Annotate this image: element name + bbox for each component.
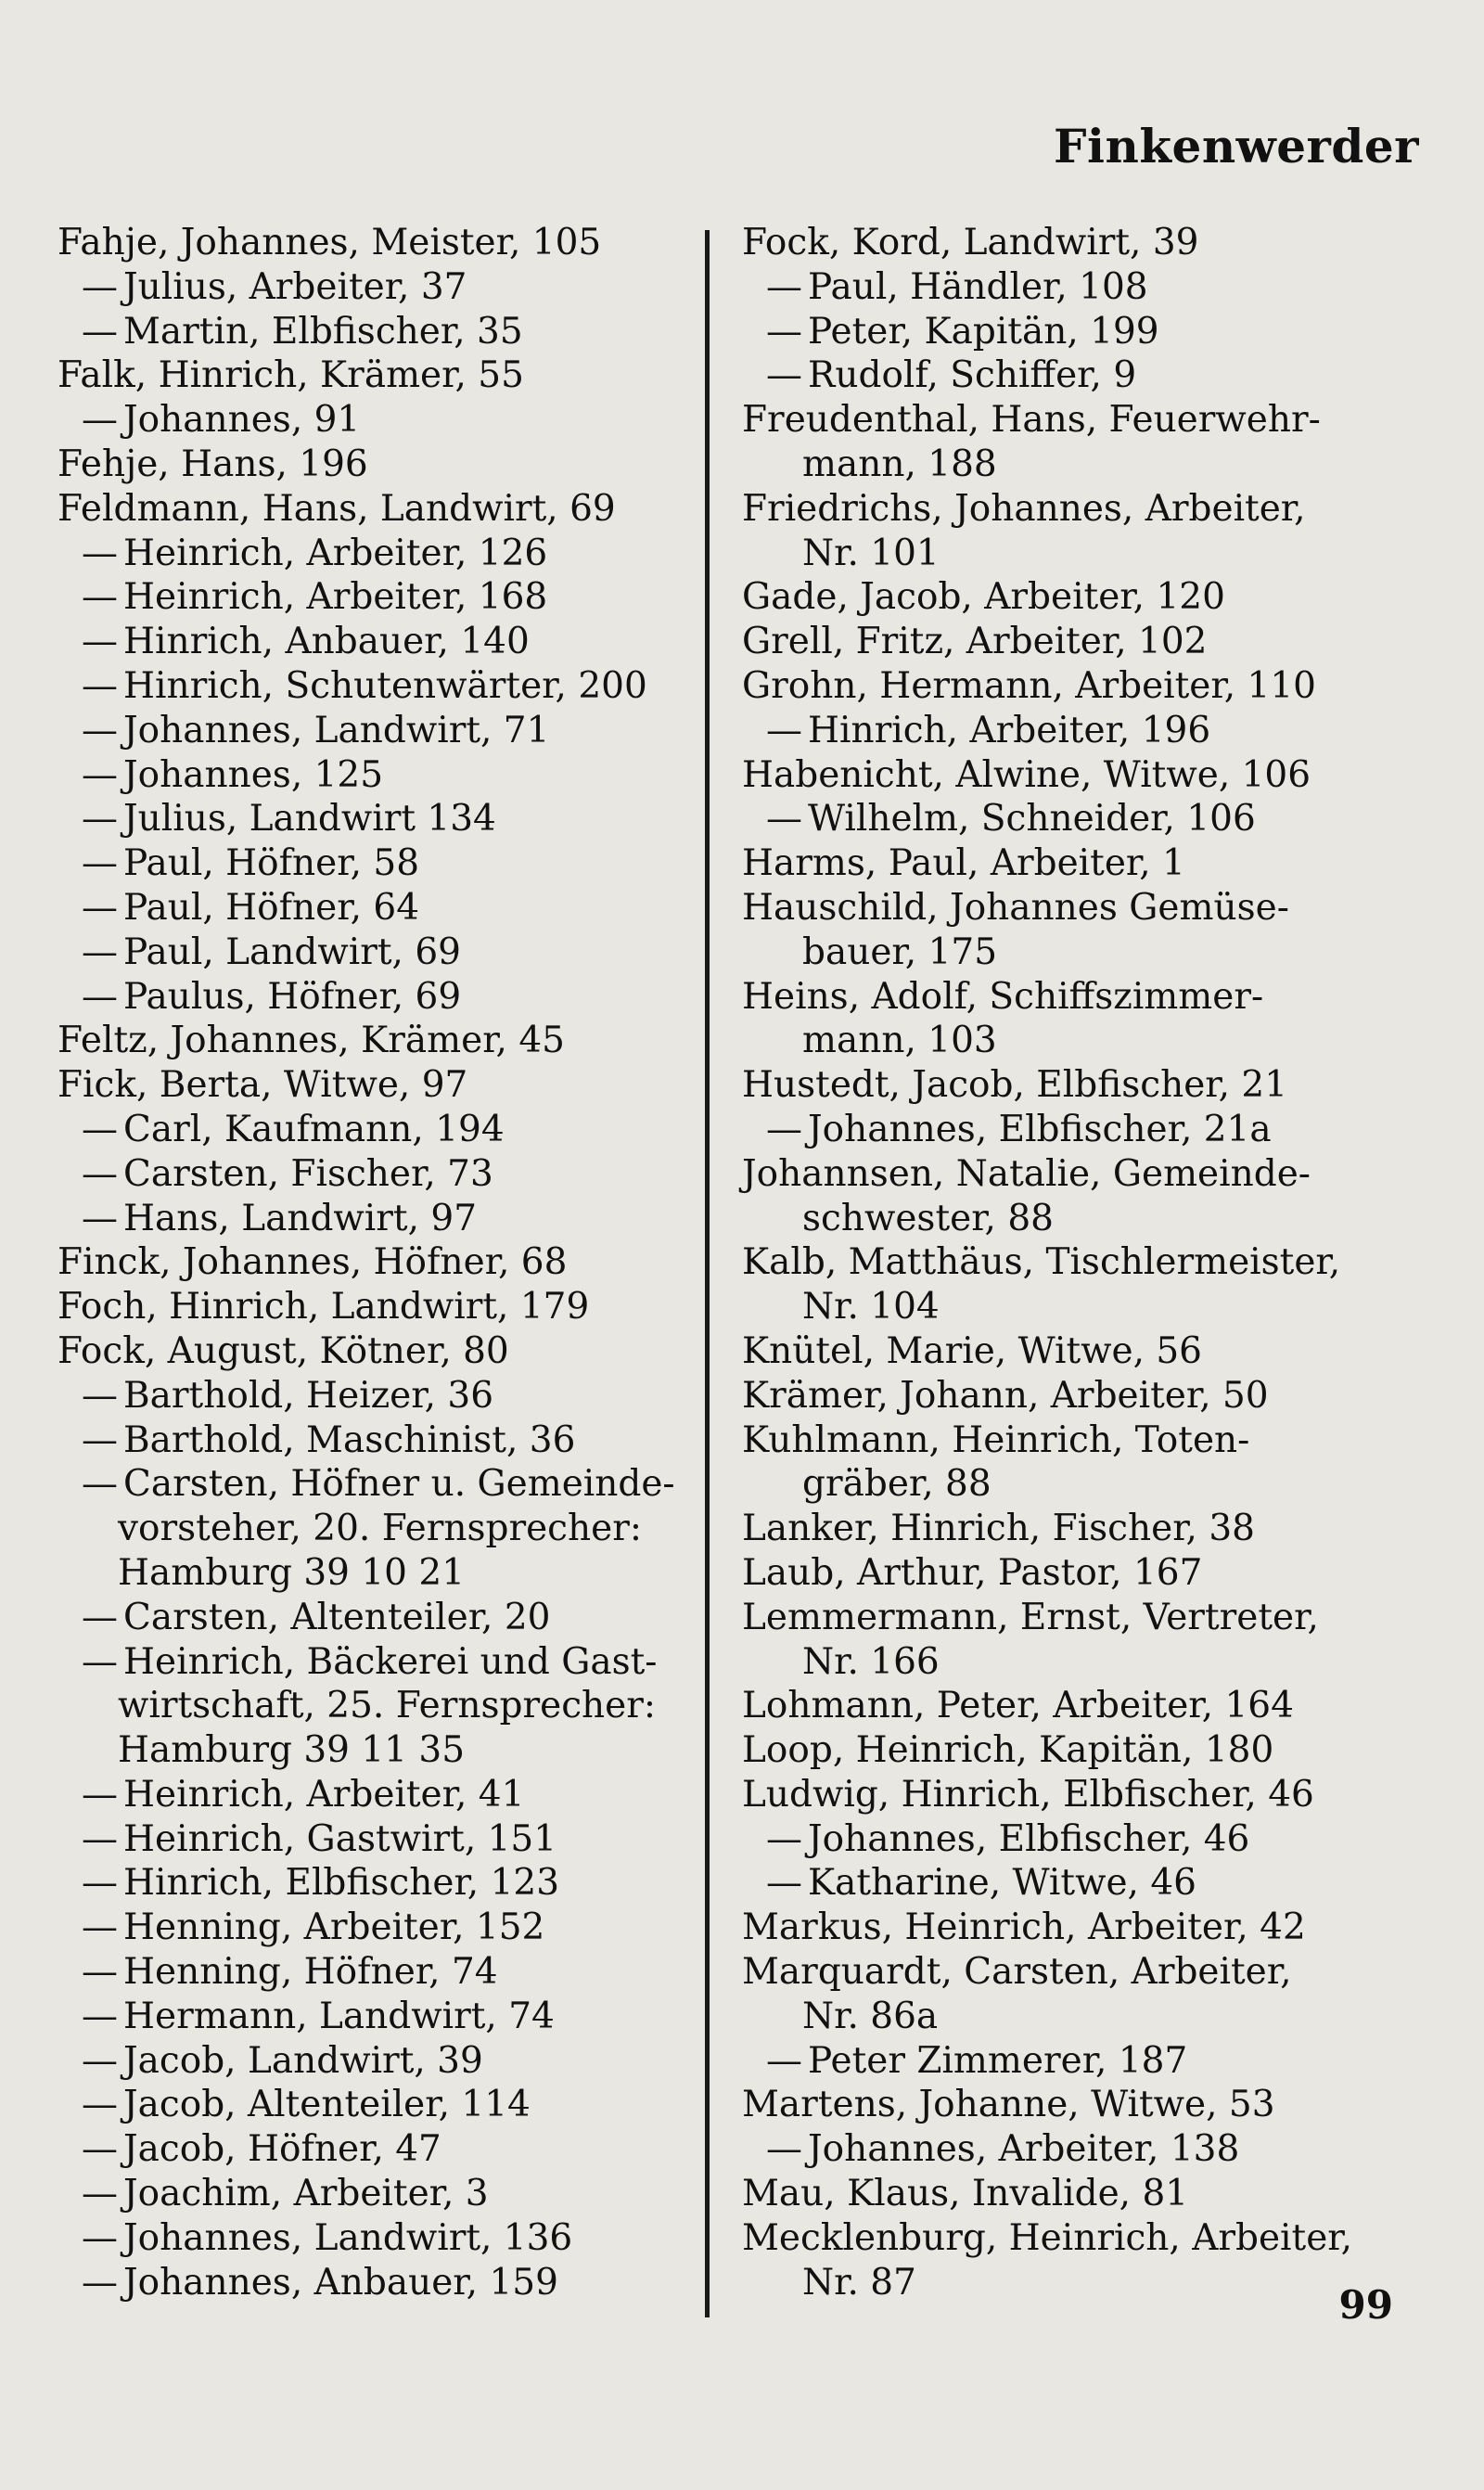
directory-entry: Harms, Paul, Arbeiter, 1 bbox=[742, 842, 1185, 885]
directory-entry: gräber, 88 bbox=[802, 1463, 991, 1506]
directory-entry: — Jacob, Höfner, 47 bbox=[58, 2127, 697, 2172]
directory-entry: — Heinrich, Arbeiter, 168 bbox=[58, 575, 697, 620]
directory-entry: Kuhlmann, Heinrich, Toten- bbox=[742, 1418, 1250, 1461]
directory-entry: Lohmann, Peter, Arbeiter, 164 bbox=[742, 1685, 1294, 1727]
directory-entry: Nr. 101 bbox=[802, 532, 940, 574]
directory-entry: — Carsten, Altenteiler, 20 bbox=[58, 1596, 697, 1640]
directory-entry: Martens, Johanne, Witwe, 53 bbox=[742, 2084, 1275, 2126]
right-column bbox=[742, 221, 1447, 2304]
directory-entry: Freudenthal, Hans, Feuerwehr- bbox=[742, 399, 1321, 442]
directory-entry: — Wilhelm, Schneider, 106 bbox=[742, 797, 1447, 841]
directory-entry: Lemmermann, Ernst, Vertreter, bbox=[742, 1596, 1319, 1638]
directory-entry: — Rudolf, Schiffer, 9 bbox=[742, 353, 1447, 398]
directory-entry: Mau, Klaus, Invalide, 81 bbox=[742, 2173, 1189, 2215]
page-header-title: Finkenwerder bbox=[1054, 119, 1419, 173]
directory-entry: — Johannes, Arbeiter, 138 bbox=[742, 2127, 1447, 2172]
directory-entry: Falk, Hinrich, Krämer, 55 bbox=[58, 354, 524, 397]
directory-entry: Markus, Heinrich, Arbeiter, 42 bbox=[742, 1906, 1306, 1949]
directory-entry: — Julius, Arbeiter, 37 bbox=[58, 265, 697, 310]
left-column bbox=[58, 221, 697, 2304]
directory-entry: — Hinrich, Anbauer, 140 bbox=[58, 620, 697, 664]
directory-entry: — Paulus, Höfner, 69 bbox=[58, 975, 697, 1020]
directory-entry: — Hinrich, Arbeiter, 196 bbox=[742, 709, 1447, 753]
directory-entry: — Johannes, Landwirt, 136 bbox=[58, 2216, 697, 2261]
directory-entry: — Paul, Landwirt, 69 bbox=[58, 931, 697, 975]
directory-entry: — Barthold, Heizer, 36 bbox=[58, 1374, 697, 1418]
directory-entry: — Katharine, Witwe, 46 bbox=[742, 1861, 1447, 1906]
directory-entry: — Carsten, Höfner u. Gemeinde- bbox=[58, 1462, 697, 1507]
directory-entry: bauer, 175 bbox=[802, 931, 998, 973]
directory-entry: Foch, Hinrich, Landwirt, 179 bbox=[58, 1286, 590, 1328]
directory-entry: Laub, Arthur, Pastor, 167 bbox=[742, 1551, 1203, 1594]
directory-entry: Fick, Berta, Witwe, 97 bbox=[58, 1064, 468, 1107]
directory-entry: Fahje, Johannes, Meister, 105 bbox=[58, 222, 602, 263]
column-divider bbox=[705, 230, 710, 2317]
directory-entry: Hamburg 39 11 35 bbox=[118, 1729, 466, 1772]
directory-entry: vorsteher, 20. Fernsprecher: bbox=[118, 1508, 642, 1550]
directory-entry: Friedrichs, Johannes, Arbeiter, bbox=[742, 487, 1306, 530]
directory-entry: Nr. 166 bbox=[802, 1640, 940, 1683]
directory-entry: — Julius, Landwirt 134 bbox=[58, 797, 697, 841]
directory-entry: Feldmann, Hans, Landwirt, 69 bbox=[58, 487, 616, 530]
directory-entry: Hauschild, Johannes Gemüse- bbox=[742, 886, 1289, 929]
directory-entry: — Hermann, Landwirt, 74 bbox=[58, 1995, 697, 2039]
directory-entry: — Peter, Kapitän, 199 bbox=[742, 310, 1447, 354]
directory-entry: Heins, Adolf, Schiffszimmer- bbox=[742, 975, 1264, 1018]
directory-entry: Ludwig, Hinrich, Elbfischer, 46 bbox=[742, 1773, 1314, 1816]
directory-entry: — Hans, Landwirt, 97 bbox=[58, 1197, 697, 1241]
directory-entry: — Hinrich, Schutenwärter, 200 bbox=[58, 664, 697, 709]
directory-entry: Marquardt, Carsten, Arbeiter, bbox=[742, 1951, 1292, 1994]
directory-entry: — Barthold, Maschinist, 36 bbox=[58, 1418, 697, 1463]
directory-entry: mann, 188 bbox=[802, 443, 997, 485]
directory-entry: Mecklenburg, Heinrich, Arbeiter, bbox=[742, 2216, 1353, 2259]
directory-entry: — Henning, Arbeiter, 152 bbox=[58, 1906, 697, 1950]
directory-entry: — Heinrich, Arbeiter, 41 bbox=[58, 1773, 697, 1817]
directory-entry: — Johannes, Anbauer, 159 bbox=[58, 2261, 697, 2305]
directory-entry: Feltz, Johannes, Krämer, 45 bbox=[58, 1020, 565, 1062]
directory-entry: Krämer, Johann, Arbeiter, 50 bbox=[742, 1374, 1269, 1417]
directory-entry: Johannsen, Natalie, Gemeinde- bbox=[742, 1152, 1311, 1195]
directory-entry: Nr. 86a bbox=[802, 1995, 939, 2037]
directory-entry: — Paul, Höfner, 58 bbox=[58, 841, 697, 886]
directory-entry: — Johannes, 125 bbox=[58, 753, 697, 798]
directory-entry: Fock, Kord, Landwirt, 39 bbox=[742, 222, 1199, 263]
directory-entry: — Heinrich, Gastwirt, 151 bbox=[58, 1817, 697, 1862]
directory-entry: Fock, August, Kötner, 80 bbox=[58, 1329, 509, 1372]
directory-entry: wirtschaft, 25. Fernsprecher: bbox=[118, 1685, 657, 1727]
directory-entry: — Carl, Kaufmann, 194 bbox=[58, 1108, 697, 1152]
directory-entry: — Carsten, Fischer, 73 bbox=[58, 1152, 697, 1197]
directory-entry: Nr. 87 bbox=[802, 2261, 916, 2304]
directory-entry: Fehje, Hans, 196 bbox=[58, 443, 368, 485]
page-number: 99 bbox=[1338, 2282, 1393, 2328]
directory-entry: — Martin, Elbfischer, 35 bbox=[58, 310, 697, 354]
directory-entry: Lanker, Hinrich, Fischer, 38 bbox=[742, 1508, 1255, 1550]
directory-entry: Nr. 104 bbox=[802, 1286, 940, 1328]
directory-entry: Gade, Jacob, Arbeiter, 120 bbox=[742, 576, 1225, 619]
directory-entry: — Heinrich, Arbeiter, 126 bbox=[58, 532, 697, 576]
directory-entry: — Johannes, Landwirt, 71 bbox=[58, 709, 697, 753]
directory-entry: Knütel, Marie, Witwe, 56 bbox=[742, 1329, 1202, 1372]
directory-entry: schwester, 88 bbox=[802, 1197, 1054, 1239]
directory-entry: — Paul, Höfner, 64 bbox=[58, 886, 697, 931]
directory-entry: Kalb, Matthäus, Tischlermeister, bbox=[742, 1241, 1341, 1284]
directory-entry: — Henning, Höfner, 74 bbox=[58, 1950, 697, 1995]
directory-entry: Habenicht, Alwine, Witwe, 106 bbox=[742, 753, 1311, 796]
directory-entry: Grell, Fritz, Arbeiter, 102 bbox=[742, 621, 1208, 663]
directory-entry: — Paul, Händler, 108 bbox=[742, 265, 1447, 310]
directory-entry: — Jacob, Landwirt, 39 bbox=[58, 2039, 697, 2084]
directory-entry: Hamburg 39 10 21 bbox=[118, 1551, 466, 1594]
directory-entry: — Johannes, 91 bbox=[58, 398, 697, 443]
directory-entry: — Johannes, Elbfischer, 21a bbox=[742, 1108, 1447, 1152]
directory-entry: — Jacob, Altenteiler, 114 bbox=[58, 2083, 697, 2127]
directory-entry: Finck, Johannes, Höfner, 68 bbox=[58, 1241, 568, 1284]
directory-entry: — Heinrich, Bäckerei und Gast- bbox=[58, 1640, 697, 1685]
directory-entry: mann, 103 bbox=[802, 1020, 997, 1062]
directory-entry: Hustedt, Jacob, Elbfischer, 21 bbox=[742, 1064, 1288, 1107]
directory-entry: — Joachim, Arbeiter, 3 bbox=[58, 2172, 697, 2216]
directory-entry: — Peter Zimmerer, 187 bbox=[742, 2039, 1447, 2084]
directory-entry: Grohn, Hermann, Arbeiter, 110 bbox=[742, 664, 1316, 707]
directory-entry: — Hinrich, Elbfischer, 123 bbox=[58, 1861, 697, 1906]
directory-entry: Loop, Heinrich, Kapitän, 180 bbox=[742, 1729, 1274, 1772]
directory-entry: — Johannes, Elbfischer, 46 bbox=[742, 1817, 1447, 1862]
